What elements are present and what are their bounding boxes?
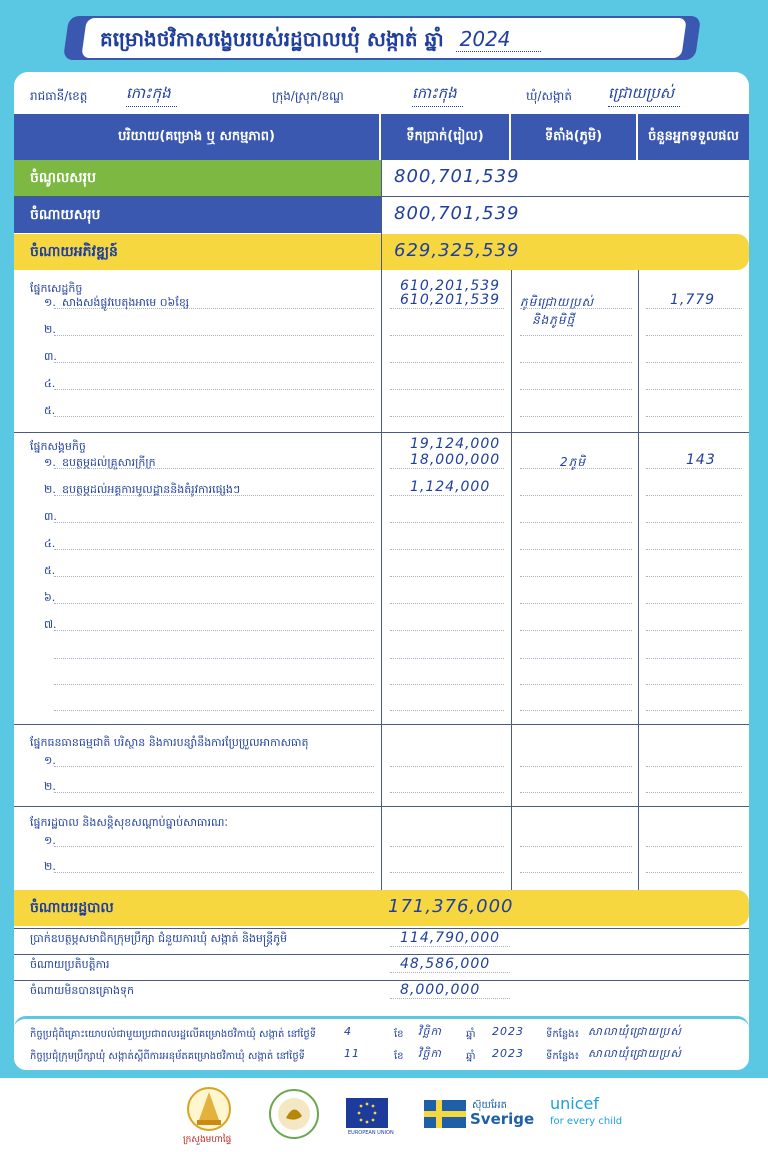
guide-line (54, 710, 374, 711)
economic-item-number: ១. (44, 296, 56, 309)
social-item-location: 2ភូមិ (560, 455, 586, 469)
guide-line (646, 389, 742, 390)
guide-line (390, 998, 510, 999)
guide-line (54, 468, 374, 469)
economic-item-amount: 610,201,539 (400, 292, 501, 308)
guide-line (54, 792, 374, 793)
admin-expense-label: ចំណាយរដ្ឋបាល (30, 900, 114, 916)
sweden-flag (424, 1100, 466, 1128)
development-value: 629,325,539 (394, 240, 520, 261)
meeting-month: វិច្ឆិកា (418, 1047, 442, 1060)
eu-flag (346, 1098, 388, 1128)
meeting-month-label: ខែ (394, 1029, 404, 1040)
guide-line (390, 576, 504, 577)
column-divider (381, 160, 382, 890)
social-total: 19,124,000 (410, 436, 501, 452)
divider (14, 928, 749, 929)
sweden-khmer-label: ស៊ុយអែត (472, 1100, 507, 1111)
ministry-of-interior-label: ក្រសួងមហាផ្ទៃ (183, 1135, 232, 1145)
guide-line (390, 710, 504, 711)
guide-line (390, 603, 504, 604)
guide-line (390, 792, 504, 793)
revenue-value: 800,701,539 (394, 166, 520, 187)
admin-expense-row-label: ចំណាយមិនបានគ្រោងទុក (30, 984, 134, 997)
social-item-number: ៤. (44, 537, 56, 550)
guide-line (390, 946, 510, 947)
social-item-beneficiaries: 143 (686, 452, 716, 468)
ministry-of-interior-logo (186, 1086, 232, 1132)
meeting-text: កិច្ចប្រជុំក្រុមប្រឹក្សាឃុំ សង្កាត់ស្ដីពីការអនុម័តគម្រោងថវិកាឃុំ សង្កាត់ នៅថ្ងៃទី (30, 1051, 306, 1062)
economic-item-number: ៥. (44, 404, 56, 417)
district-label: ក្រុង/ស្រុក/ខណ្ឌ (272, 89, 344, 103)
table-header (14, 114, 749, 160)
guide-line (646, 335, 742, 336)
admin-security-section-label: ផ្នែករដ្ឋបាល និងសន្តិសុខសណ្តាប់ធ្នាប់សាធារណៈ (30, 816, 228, 829)
admin-expense-row (14, 890, 749, 926)
meeting-year-label: ឆ្នាំ (466, 1029, 476, 1040)
social-item-number: ៦. (44, 591, 56, 604)
economic-section-label: ផ្នែកសេដ្ឋកិច្ច (30, 282, 83, 295)
partner-logos (0, 1080, 768, 1152)
economic-item-text: សាងសង់ផ្លូវបេតុងអាមេ ០៦ខ្សែ (62, 296, 190, 309)
economic-item-location: និងភូមិថ្មី (532, 313, 576, 327)
guide-line (390, 468, 504, 469)
admin-security-item-number: ១. (44, 834, 56, 847)
meeting-place: សាលាឃុំជ្រោយប្រស់ (588, 1025, 682, 1038)
guide-line (54, 658, 374, 659)
economic-item-location: ភូមិជ្រោយប្រស់ (520, 295, 595, 309)
eu-label: EUROPEAN UNION (348, 1130, 394, 1136)
expense-label: ចំណាយសរុប (14, 197, 381, 233)
guide-line (520, 872, 632, 873)
guide-line (646, 792, 742, 793)
guide-line (54, 766, 374, 767)
header-description: បរិយាយ(គម្រោង ឬ សកម្មភាព) (14, 114, 381, 160)
guide-line (646, 576, 742, 577)
economic-total: 610,201,539 (400, 278, 501, 294)
social-item-number: ៧. (44, 618, 57, 631)
guide-line (390, 389, 504, 390)
guide-line (646, 630, 742, 631)
guide-line (390, 766, 504, 767)
guide-line (54, 603, 374, 604)
meeting-year: 2023 (492, 1047, 524, 1060)
expense-value: 800,701,539 (394, 203, 520, 224)
guide-line (520, 389, 632, 390)
social-item-amount: 18,000,000 (410, 452, 501, 468)
guide-line (390, 630, 504, 631)
guide-line (54, 495, 374, 496)
guide-line (520, 792, 632, 793)
social-item-text: ឧបត្ថម្ភដល់គ្រួសារក្រីក្រ (62, 456, 156, 469)
guide-line (646, 846, 742, 847)
commune-label: ឃុំ/សង្កាត់ (526, 89, 572, 103)
meeting-year-label: ឆ្នាំ (466, 1051, 476, 1062)
economic-item-beneficiaries: 1,779 (670, 292, 716, 308)
meeting-year: 2023 (492, 1025, 524, 1038)
guide-line (54, 684, 374, 685)
guide-line (520, 495, 632, 496)
meeting-day: 11 (344, 1047, 360, 1060)
guide-line (646, 468, 742, 469)
header-amount: ទឹកប្រាក់(រៀល) (381, 114, 511, 160)
guide-line (54, 389, 374, 390)
guide-line (520, 630, 632, 631)
capital-label: រាជធានី/ខេត្ត (30, 89, 88, 103)
title-text: គម្រោងថវិកាសង្ខេបរបស់រដ្ឋបាលឃុំ សង្កាត់ ឆ្នាំ (100, 27, 444, 51)
page-title (100, 26, 670, 56)
revenue-label: ចំណូលសរុប (14, 160, 381, 196)
guide-line (646, 549, 742, 550)
divider (14, 980, 749, 981)
guide-line (54, 846, 374, 847)
meeting-place-label: ទីកន្លែង៖ (546, 1029, 579, 1040)
divider (14, 806, 749, 807)
header-location: ទីតាំង(ភូមិ) (511, 114, 638, 160)
admin-expense-row-label: ប្រាក់ឧបត្ថម្ភសមាជិកក្រុមប្រឹក្សា ជំនួយការឃុំ សង្កាត់ និងមន្ត្រីភូមិ (30, 932, 288, 945)
meeting-month: វិច្ឆិកា (418, 1025, 442, 1038)
guide-line (390, 684, 504, 685)
meeting-place-label: ទីកន្លែង៖ (546, 1051, 579, 1062)
guide-line (520, 522, 632, 523)
sweden-label: Sverige (470, 1110, 535, 1128)
guide-line (520, 684, 632, 685)
guide-line (520, 362, 632, 363)
economic-item-number: ២. (44, 323, 56, 336)
location-row (14, 82, 749, 112)
divider (14, 724, 749, 725)
guide-line (390, 308, 504, 309)
guide-line (54, 522, 374, 523)
divider (14, 954, 749, 955)
guide-line (646, 495, 742, 496)
guide-line (390, 549, 504, 550)
social-item-number: ១. (44, 456, 56, 469)
guide-line (520, 308, 632, 309)
social-section-label: ផ្នែកសង្គមកិច្ច (30, 440, 86, 453)
guide-line (646, 766, 742, 767)
admin-expense-row-value: 114,790,000 (400, 930, 501, 946)
guide-line (390, 416, 504, 417)
development-label: ចំណាយអភិវឌ្ឍន៍ (30, 244, 118, 260)
guide-line (390, 658, 504, 659)
guide-line (390, 495, 504, 496)
admin-expense-row-value: 8,000,000 (400, 982, 481, 998)
guide-line (646, 684, 742, 685)
environment-item-number: ១. (44, 754, 56, 767)
social-item-number: ២. (44, 483, 56, 496)
environment-section-label: ផ្នែកធនធានធម្មជាតិ បរិស្ថាន និងការបន្សាំនឹងការប្រែប្រួលអាកាសធាតុ (30, 736, 309, 749)
admin-expense-row-label: ចំណាយប្រតិបត្តិការ (30, 958, 110, 971)
social-item-number: ៣. (44, 510, 57, 523)
guide-line (54, 416, 374, 417)
guide-line (646, 522, 742, 523)
guide-line (54, 335, 374, 336)
guide-line (390, 522, 504, 523)
economic-item-number: ៣. (44, 350, 57, 363)
guide-line (646, 416, 742, 417)
guide-line (54, 308, 374, 309)
capital-value: កោះកុង (126, 84, 177, 107)
guide-line (520, 658, 632, 659)
guide-line (646, 658, 742, 659)
divider (14, 432, 749, 433)
guide-line (390, 335, 504, 336)
commune-value: ជ្រោយប្រស់ (608, 84, 680, 107)
guide-line (390, 362, 504, 363)
meeting-info-box (14, 1016, 749, 1070)
guide-line (520, 603, 632, 604)
guide-line (390, 972, 510, 973)
guide-line (646, 362, 742, 363)
guide-line (520, 710, 632, 711)
guide-line (520, 766, 632, 767)
guide-line (54, 872, 374, 873)
guide-line (520, 846, 632, 847)
title-year: 2024 (456, 27, 541, 52)
guide-line (54, 630, 374, 631)
guide-line (520, 416, 632, 417)
district-value: កោះកុង (412, 84, 463, 107)
social-item-number: ៥. (44, 564, 56, 577)
guide-line (646, 710, 742, 711)
meeting-place: សាលាឃុំជ្រោយប្រស់ (588, 1047, 682, 1060)
admin-security-item-number: ២. (44, 860, 56, 873)
admin-expense-value: 171,376,000 (388, 896, 514, 917)
guide-line (520, 576, 632, 577)
meeting-month-label: ខែ (394, 1051, 404, 1062)
ncdd-logo (268, 1088, 320, 1140)
guide-line (520, 549, 632, 550)
guide-line (520, 335, 632, 336)
column-divider (511, 270, 512, 890)
admin-expense-row-value: 48,586,000 (400, 956, 491, 972)
guide-line (54, 549, 374, 550)
unicef-tagline: for every child (550, 1116, 623, 1127)
guide-line (646, 872, 742, 873)
meeting-day: 4 (344, 1025, 352, 1038)
budget-card (14, 72, 749, 1070)
social-item-amount: 1,124,000 (410, 479, 491, 495)
guide-line (54, 576, 374, 577)
meeting-text: កិច្ចប្រជុំពិគ្រោះយោបល់ជាមួយប្រជាពលរដ្ឋលើគម្រោងថវិកាឃុំ សង្កាត់ នៅថ្ងៃទី (30, 1029, 317, 1040)
guide-line (520, 468, 632, 469)
header-beneficiaries: ចំនួនអ្នកទទួលផល (648, 129, 739, 144)
guide-line (54, 362, 374, 363)
social-item-text: ឧបត្ថម្ភដល់អគ្គការមូលដ្ឋាននិងតំរូវការផ្សេងៗ (62, 483, 241, 496)
guide-line (646, 603, 742, 604)
guide-line (390, 872, 504, 873)
column-divider (638, 270, 639, 890)
environment-item-number: ២. (44, 780, 56, 793)
economic-item-number: ៤. (44, 377, 56, 390)
guide-line (390, 846, 504, 847)
guide-line (646, 308, 742, 309)
unicef-logo: unicef (550, 1094, 599, 1113)
